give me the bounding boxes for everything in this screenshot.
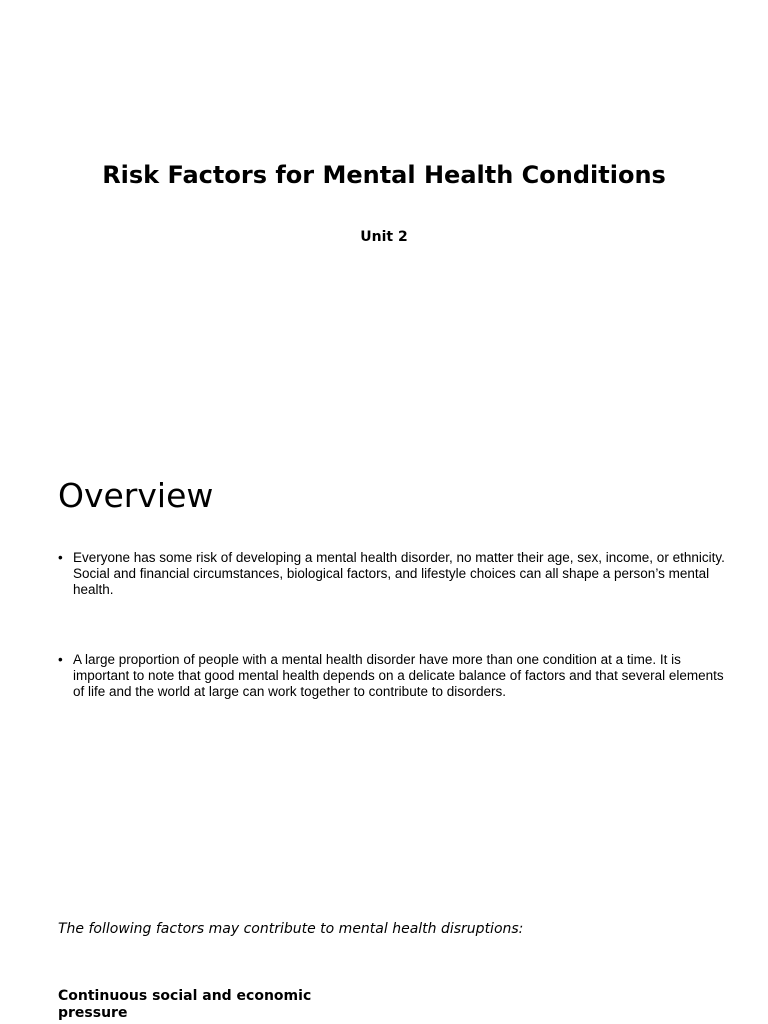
bullet-text: Everyone has some risk of developing a mental health disorder, no matter their age, sex, income, or ethnicity. Social and financial circumstances, biological factors, and lifestyle choices can all shape a person’s mental health. <box>73 550 725 597</box>
document-subtitle: Unit 2 <box>360 229 408 245</box>
factors-intro: The following factors may contribute to mental health disruptions: <box>58 921 524 937</box>
document-title: Risk Factors for Mental Health Conditions <box>102 161 666 189</box>
bullet-marker: • <box>58 550 63 565</box>
bullet-item <box>58 550 733 598</box>
bullet-marker: • <box>58 652 63 667</box>
factor-heading: Continuous social and economic pressure <box>58 988 312 1021</box>
bullet-item <box>58 652 733 700</box>
bullet-text: A large proportion of people with a mental health disorder have more than one condition at a time. It is important to note that good mental health depends on a delicate balance of factors and that several elements of life and the world at large can work together to contribute to disorders. <box>73 652 724 699</box>
overview-heading: Overview <box>58 476 214 515</box>
